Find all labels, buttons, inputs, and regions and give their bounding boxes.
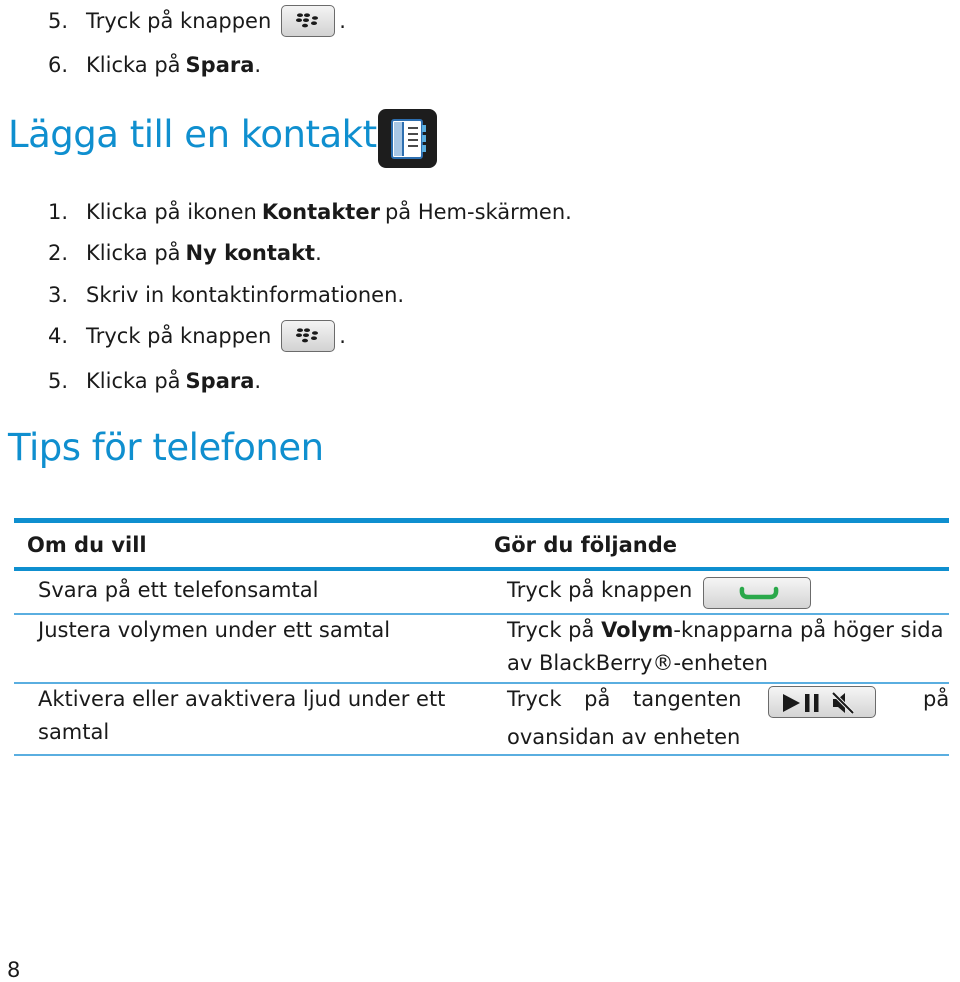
contact-step-5: 5. Klicka på Spara .: [48, 369, 262, 393]
contact-step-4: 4. Tryck på knappen .: [48, 318, 346, 354]
table-row-1-do: Tryck på knappen: [507, 578, 693, 602]
table-top-rule: [14, 518, 949, 523]
page-number: 8: [7, 958, 21, 982]
blackberry-menu-key-icon: [281, 320, 335, 352]
blackberry-menu-key-icon: [281, 5, 335, 37]
table-row-2-do-line2: av BlackBerry®-enheten: [507, 651, 768, 675]
play-pause-mute-key-icon: [768, 686, 876, 718]
table-row-3-want: Aktivera eller avaktivera ljud under ett: [38, 687, 446, 711]
table-header-want: Om du vill: [27, 533, 147, 557]
contact-step-2: 2. Klicka på Ny kontakt .: [48, 241, 322, 265]
table-row-2-do: Tryck på Volym-knapparna på höger sida: [507, 618, 944, 642]
contact-step-3: 3. Skriv in kontaktinformationen.: [48, 283, 405, 307]
table-header-do: Gör du följande: [494, 533, 677, 557]
step-6-top: 6. Klicka på Spara .: [48, 53, 262, 77]
contact-step-1: 1. Klicka på ikonen Kontakter på Hem-skärmen.: [48, 200, 572, 224]
table-row-3-do: Tryck på tangenten: [507, 687, 742, 711]
section-title-add-contact: Lägga till en kontakt: [8, 113, 377, 156]
table-row-3-want-line2: samtal: [38, 720, 110, 744]
table-row-3-do-end: på: [923, 687, 950, 711]
table-row-2-want: Justera volymen under ett samtal: [38, 618, 391, 642]
section-title-phone-tips: Tips för telefonen: [8, 426, 324, 469]
table-header-rule: [14, 567, 949, 571]
table-bottom-rule: [14, 754, 949, 756]
step-5-top: 5. Tryck på knappen .: [48, 3, 346, 39]
table-row-3-do-line2: ovansidan av enheten: [507, 725, 741, 749]
table-row-1-want: Svara på ett telefonsamtal: [38, 578, 319, 602]
send-call-key-icon: [703, 577, 811, 609]
contacts-book-icon: [378, 109, 437, 168]
